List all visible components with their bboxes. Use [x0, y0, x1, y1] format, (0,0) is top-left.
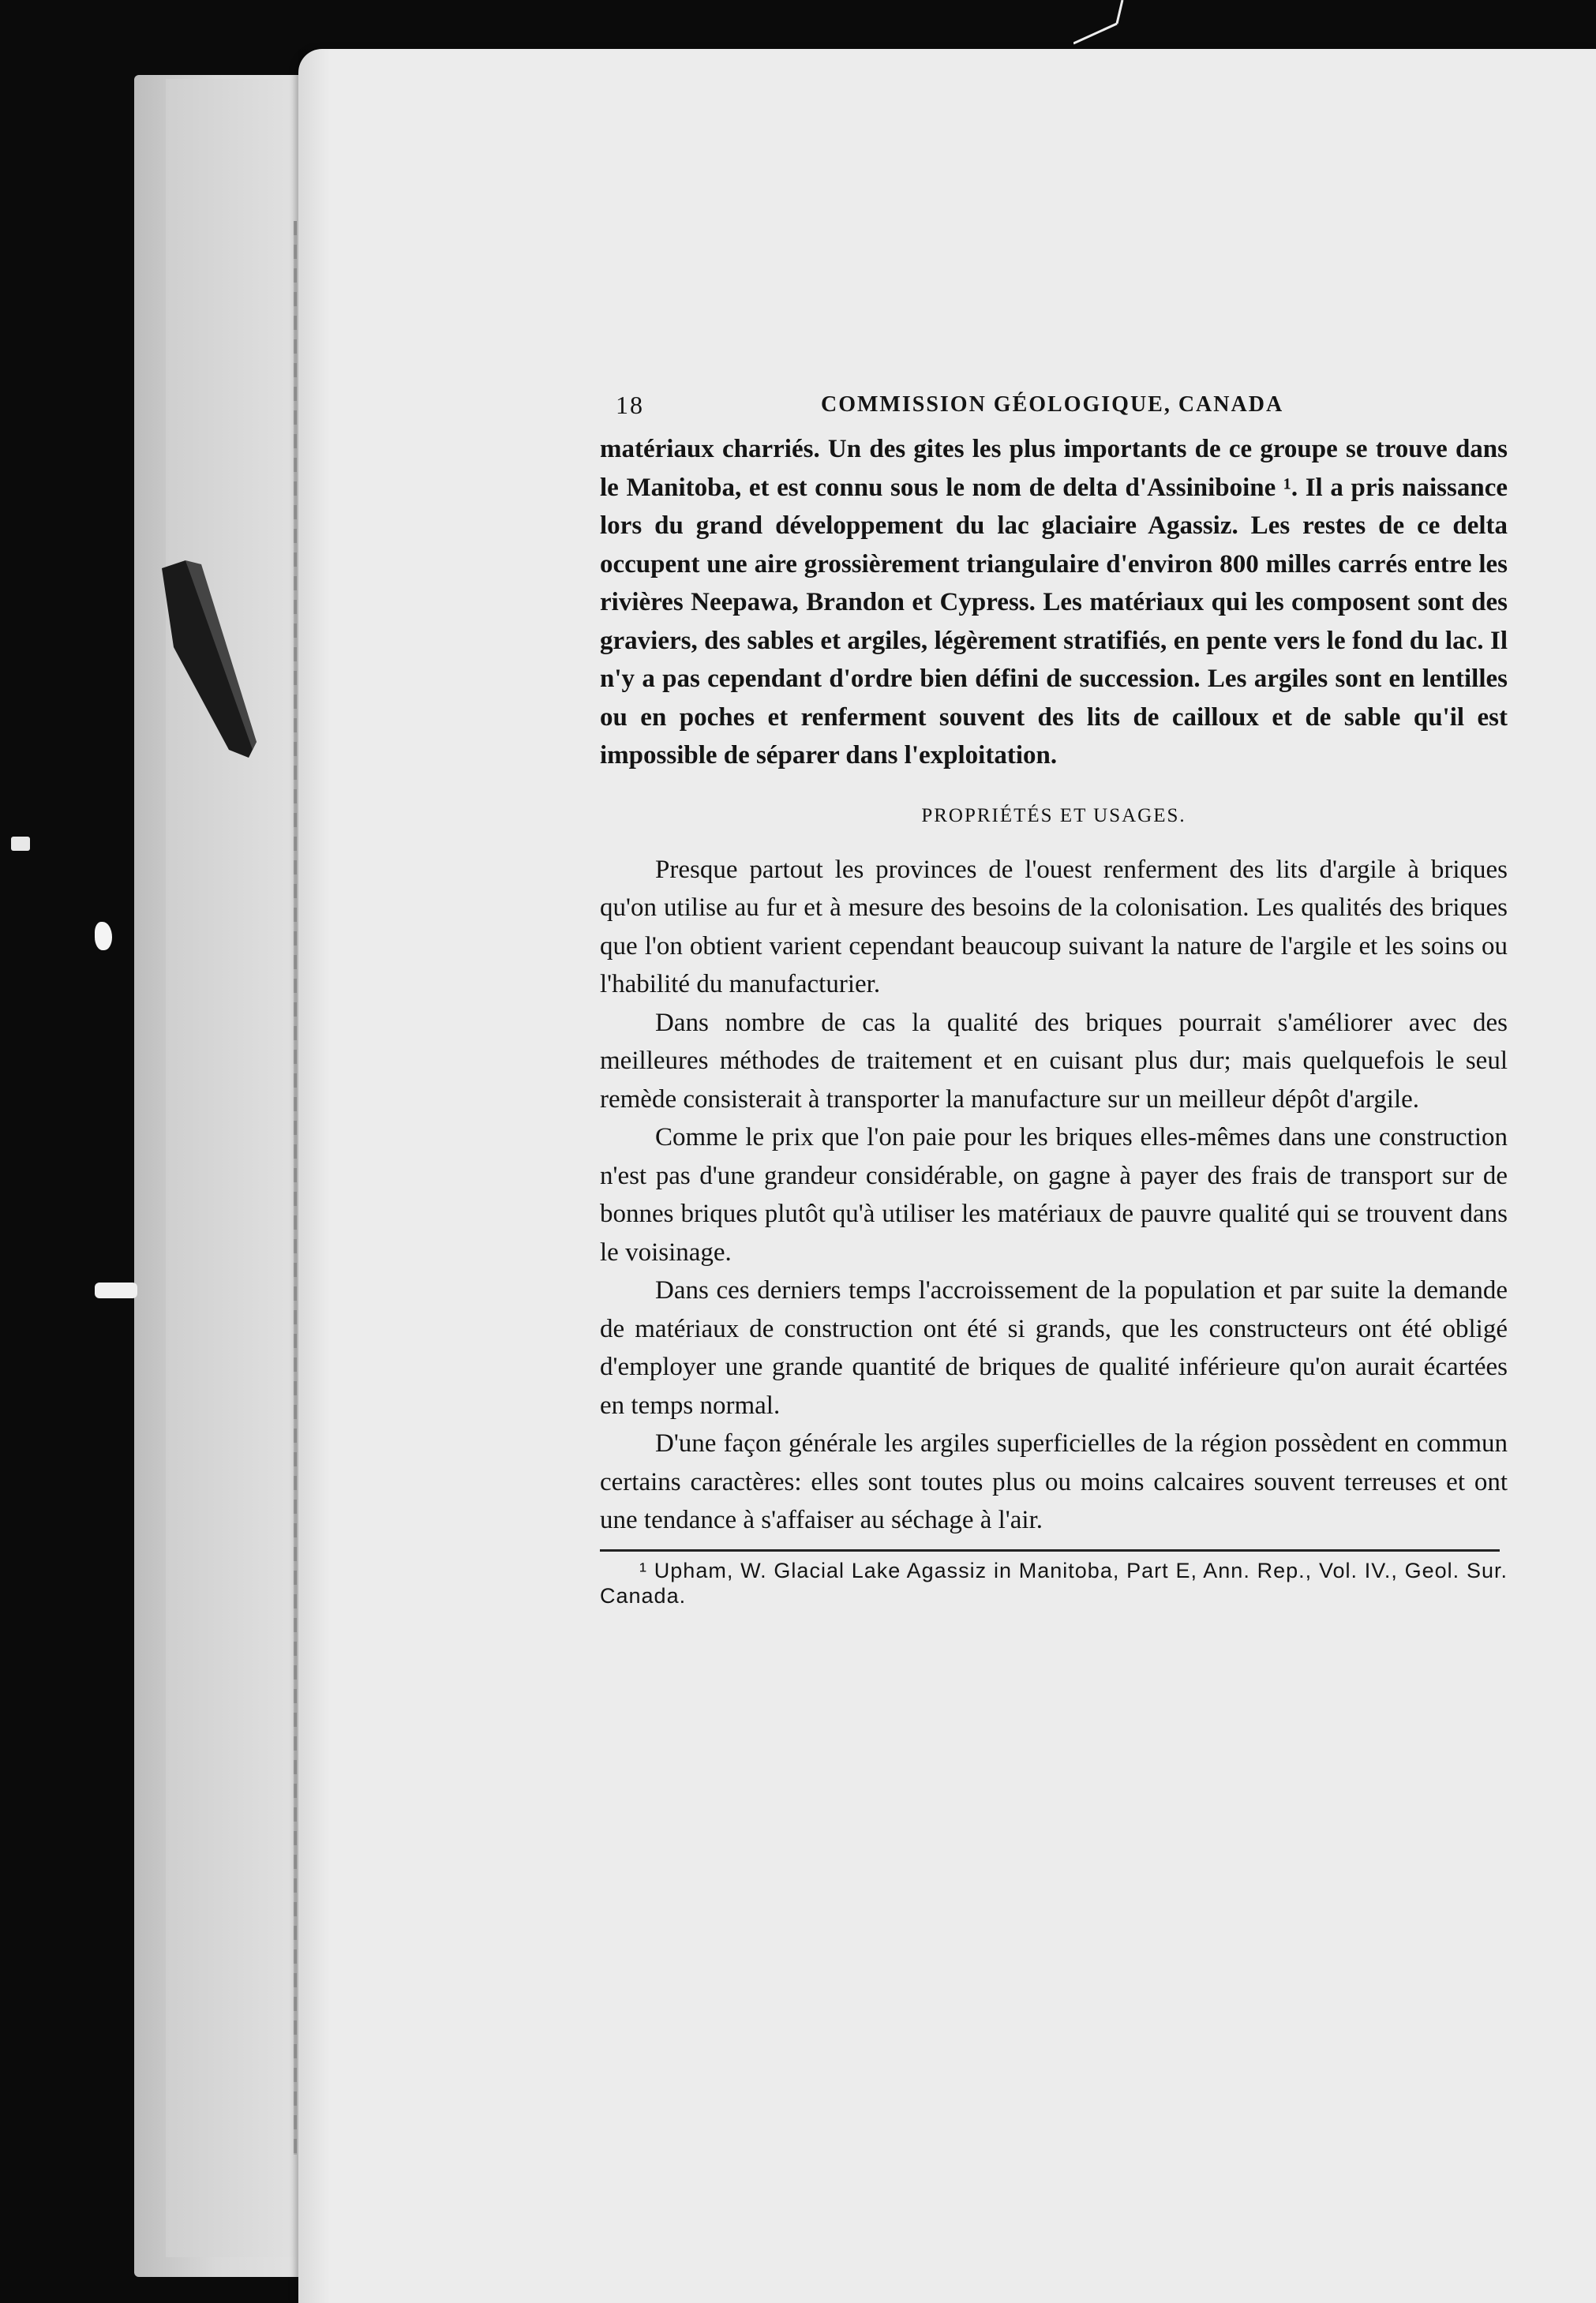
paragraph-3: Comme le prix que l'on paie pour les briques elles-mêmes dans une construction n'est pas d'une grandeur considérable, on gagne à payer des frais de transport sur de bonnes briques plutôt qu'à utiliser les matériaux de pauvre qualité qui se trouvent dans le voisinage. [600, 1123, 1508, 1267]
binder-clip-shadow [154, 552, 264, 789]
binding-edge [294, 221, 297, 2155]
paragraph-delta: matériaux charriés. Un des gites les plus importants de ce groupe se trouve dans le Manitoba, et est connu sous le nom de delta d'Assiniboine ¹. Il a pris naissance lors du grand développement du lac glaciaire Agassiz. Les restes de ce delta occupent une aire grossièrement triangulaire d'environ 800 milles carrés entre les rivières Neepawa, Brandon et Cypress. Les matériaux qui les composent sont des graviers, des sables et argiles, légèrement stratifiés, en pente vers le fond du lac. Il n'y a pas cependant d'ordre bien défini de succession. Les argiles sont en lentilles ou en poches et renferment souvent des lits de cailloux et de sable qu'il est impossible de séparer dans l'exploitation. [600, 435, 1508, 770]
page-number: 18 [616, 391, 644, 419]
paragraph-1: Presque partout les provinces de l'ouest renferment des lits d'argile à briques qu'on utilise au fur et à mesure des besoins de la colonisation. Les qualités des briques que l'on obtient varient cependant beaucoup suivant la nature de l'argile et les soins ou l'habilité du manufacturier. [600, 855, 1508, 998]
page-speck [95, 1283, 137, 1298]
crop-mark [1073, 0, 1137, 47]
paragraph-5: D'une façon générale les argiles superficielles de la région possèdent en commun certains caractères: elles sont toutes plus ou moins calcaires souvent terreuses et ont une tendance à s'affaiser au séchage à l'air. [600, 1429, 1508, 1534]
header-title: COMMISSION GÉOLOGIQUE, CANADA [821, 392, 1284, 417]
section-heading: PROPRIÉTÉS ET USAGES. [921, 804, 1186, 826]
paragraph-4: Dans ces derniers temps l'accroissement de la population et par suite la demande de matériaux de construction ont été si grands, que les constructeurs ont été obligé d'employer une grande quantité de briques de qualité inférieure qu'on aurait écartées en temps normal. [600, 1276, 1508, 1420]
page-content [600, 391, 1508, 1608]
running-header [600, 391, 1508, 430]
page-speck [95, 922, 112, 950]
footnote: ¹ Upham, W. Glacial Lake Agassiz in Manitoba, Part E, Ann. Rep., Vol. IV., Geol. Sur. Canada. [600, 1558, 1508, 1608]
footnote-rule [600, 1549, 1500, 1552]
underlying-page-edge [166, 79, 308, 2257]
page-speck [11, 837, 30, 851]
paragraph-2: Dans nombre de cas la qualité des briques pourrait s'améliorer avec des meilleures méthodes de traitement et en cuisant plus dur; mais quelquefois le seul remède consisterait à transporter la manufacture sur un meilleur dépôt d'argile. [600, 1008, 1508, 1114]
